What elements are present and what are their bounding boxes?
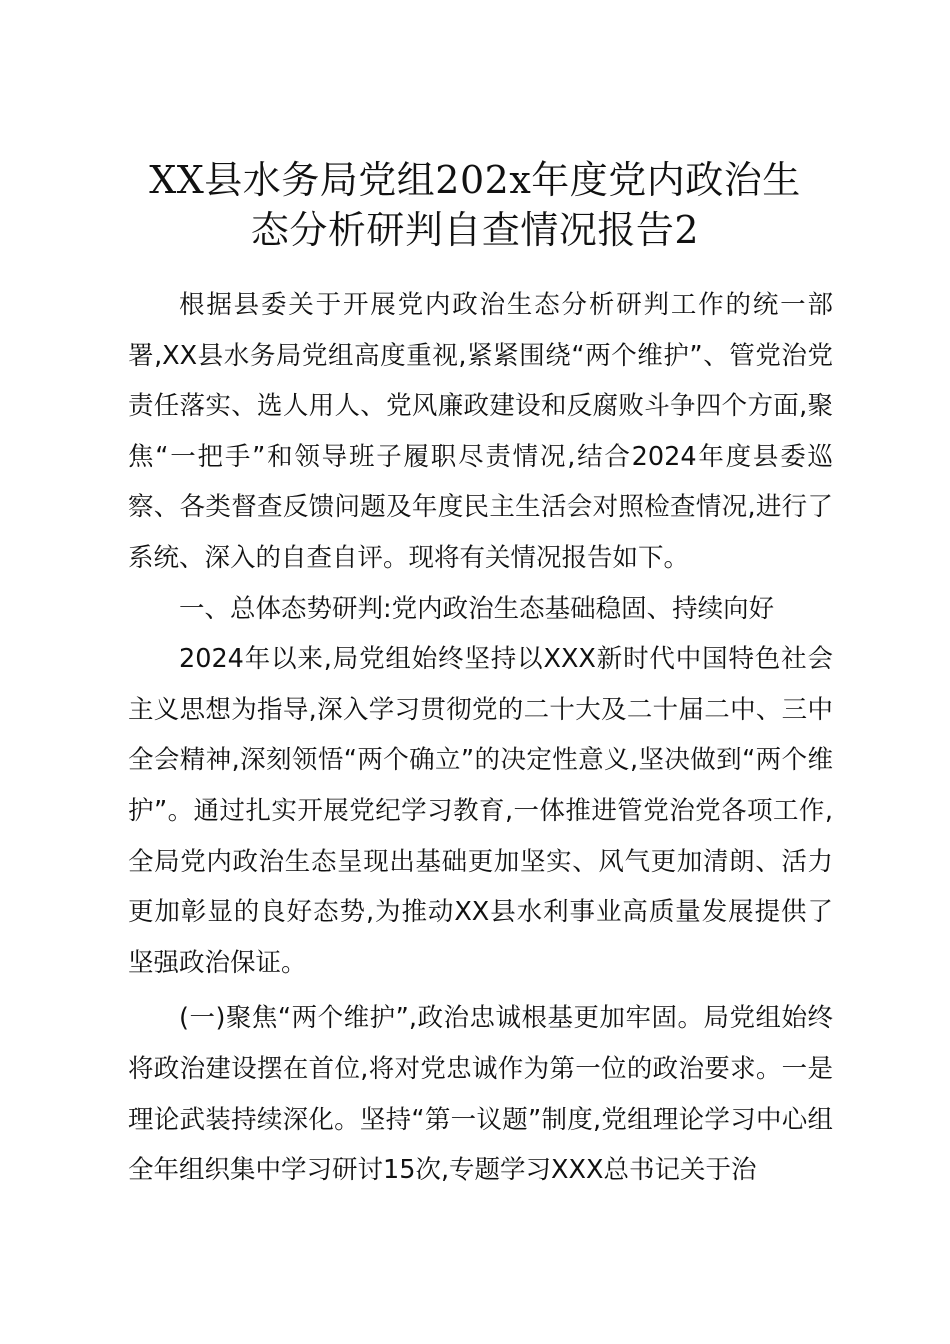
paragraph-subsection-1: (一)聚焦“两个维护”,政治忠诚根基更加牢固。局党组始终将政治建设摆在首位,将对党忠诚作为第一位的政治要求。一是理论武装持续深化。坚持“第一议题”制度,党组理论学习中心组全年组织集中学习研讨15次,专题学习XXX总书记关于治	[128, 1003, 833, 1186]
document-body	[128, 280, 833, 1196]
section-heading-1: 一、总体态势研判:党内政治生态基础稳固、持续向好	[179, 593, 775, 624]
title-line-1: XX县水务局党组202x年度党内政治生	[149, 158, 801, 202]
paragraph-intro: 根据县委关于开展党内政治生态分析研判工作的统一部署,XX县水务局党组高度重视,紧紧围绕“两个维护”、管党治党责任落实、选人用人、党风廉政建设和反腐败斗争四个方面,聚焦“一把手”和领导班子履职尽责情况,结合2024年度县委巡察、各类督查反馈问题及年度民主生活会对照检查情况,进行了系统、深入的自查自评。现将有关情况报告如下。	[128, 290, 833, 573]
title-line-2: 态分析研判自查情况报告2	[250, 208, 700, 252]
document-title	[100, 155, 850, 255]
paragraph-overview: 2024年以来,局党组始终坚持以XXX新时代中国特色社会主义思想为指导,深入学习贯彻党的二十大及二十届二中、三中全会精神,深刻领悟“两个确立”的决定性意义,坚决做到“两个维护”。通过扎实开展党纪学习教育,一体推进管党治党各项工作,全局党内政治生态呈现出基础更加坚实、风气更加清朗、活力更加彰显的良好态势,为推动XX县水利事业高质量发展提供了坚强政治保证。	[128, 644, 833, 978]
